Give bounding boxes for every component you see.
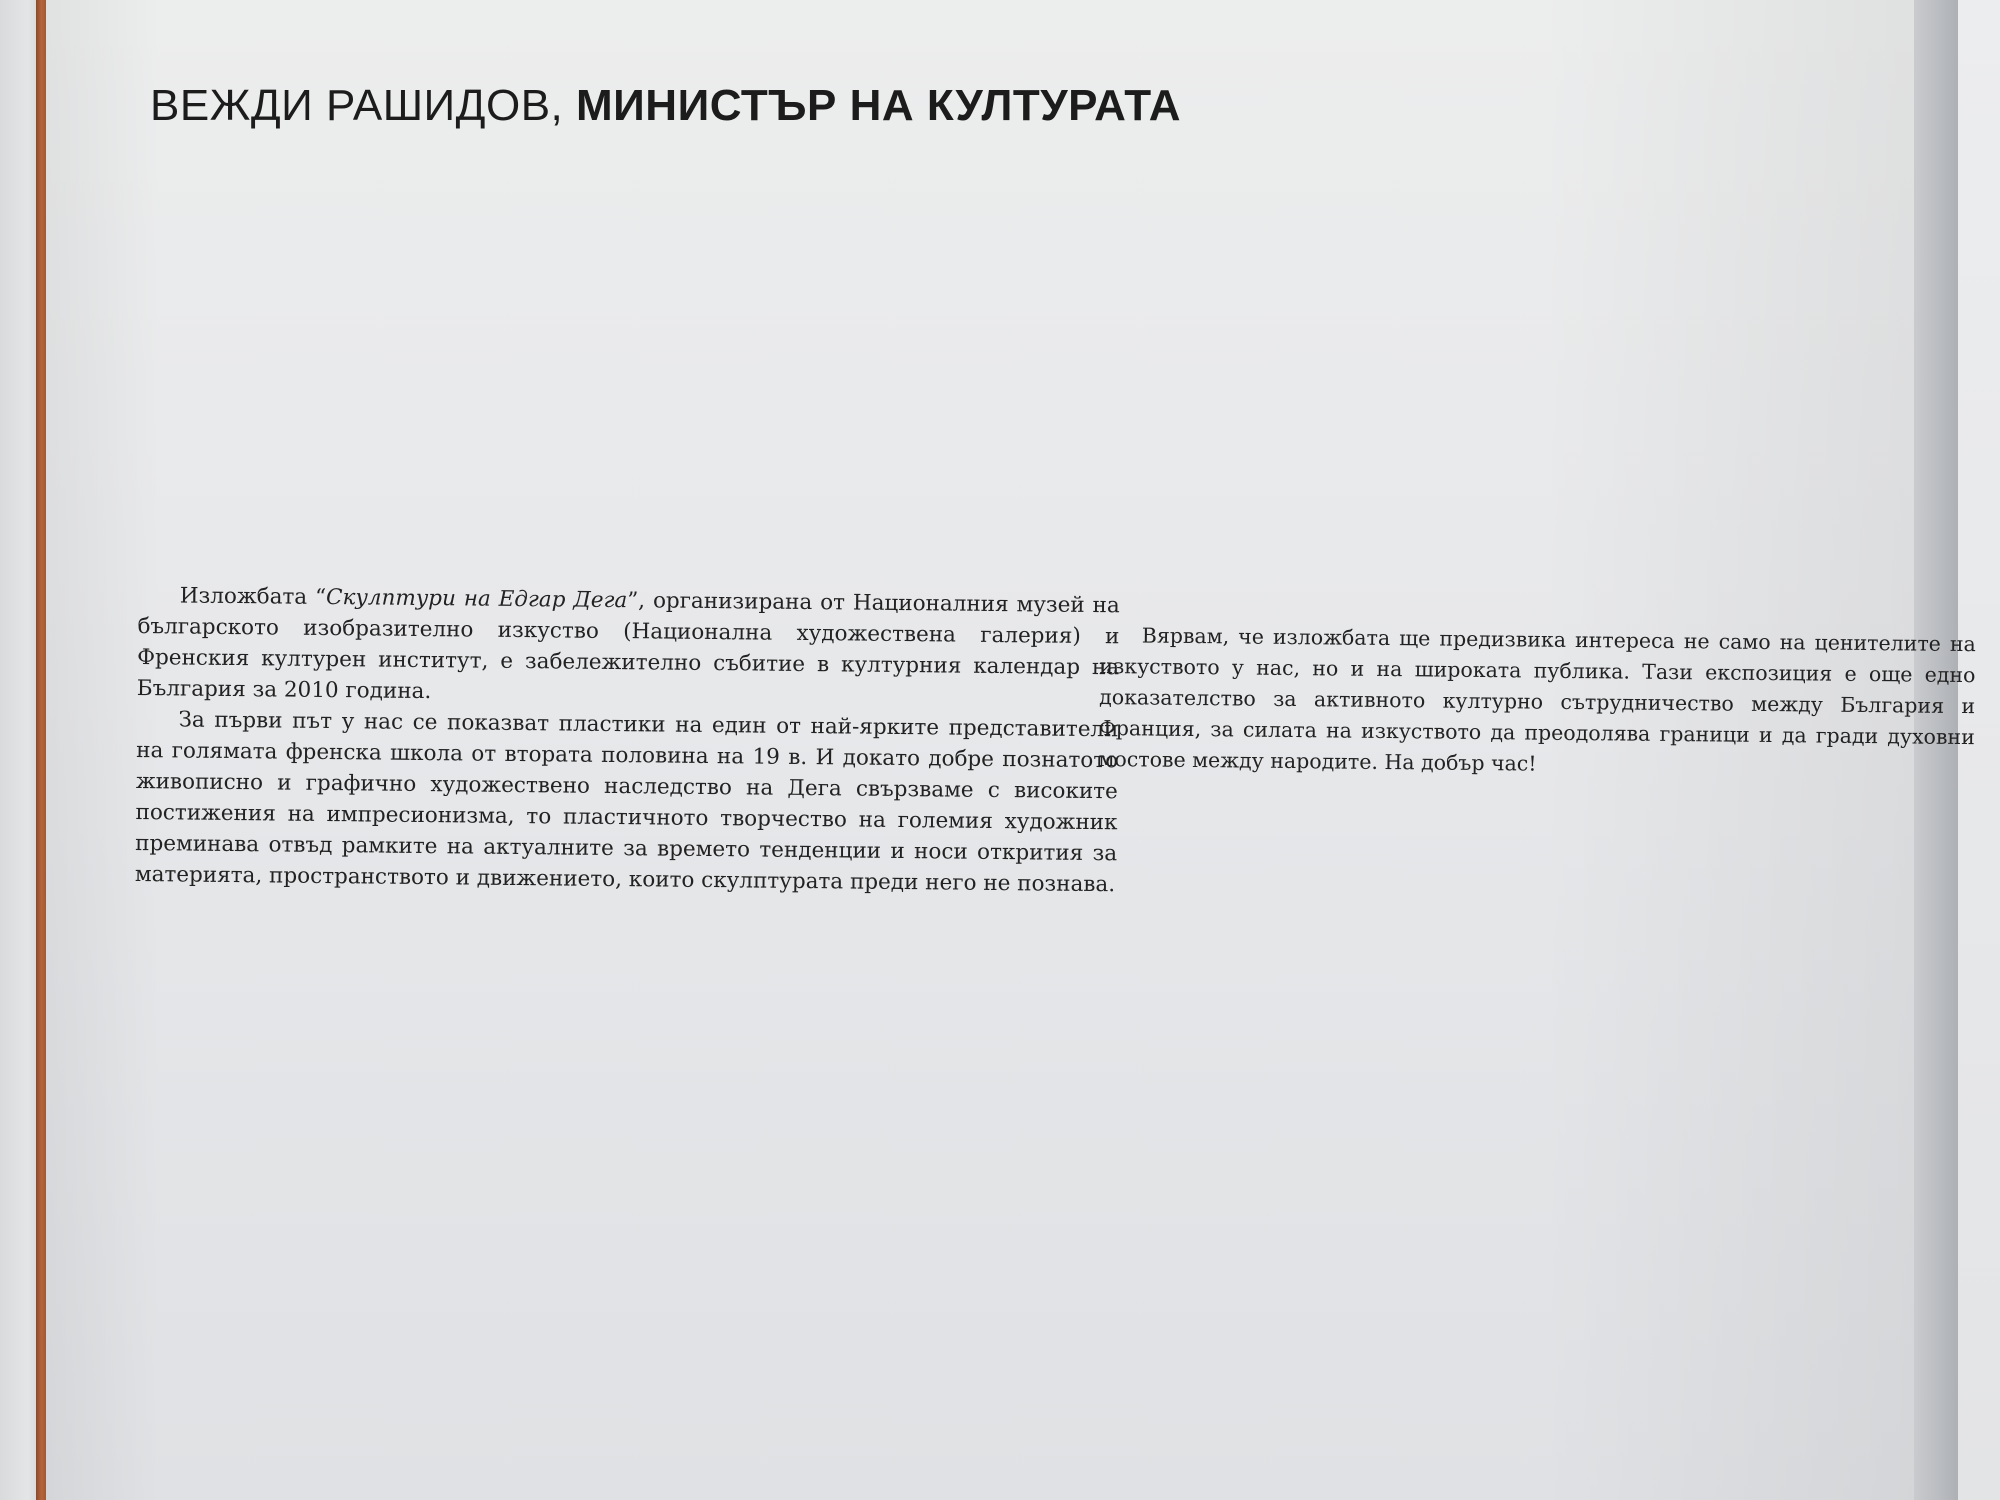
paragraph-degas-sculpture: За първи път у нас се показват пластики на един от най-ярките представители на голямата френска школа от втората половина на 19 в. И докато добре познатото живописно и графично художествено наследство на Дега свързваме с високите постижения на импресионизма, то пластичното творчество на големия художник преминава отвъд рамките на актуалните за времето тенденции и носи открития за материята, пространството и движението, които скулптурата преди него не познава.	[134, 707, 1119, 898]
author-name: ВЕЖДИ РАШИДОВ,	[150, 81, 564, 130]
paragraph-exhibition-intro	[137, 580, 1120, 714]
paragraph-intro-rest: ”, организирана от Националния музей на българското изобразително изкуство (Национална художествена галерия) и Френския културен институт, е забележително събитие в културния календар на България за 2010 година.	[136, 588, 1120, 705]
author-role: МИНИСТЪР НА КУЛТУРАТА	[576, 81, 1182, 130]
paragraph-intro-start: Изложбата “	[179, 583, 327, 610]
page-heading	[150, 76, 1181, 136]
text-column-right	[1098, 620, 1976, 784]
text-column-left	[135, 580, 1120, 900]
book-page	[46, 0, 1976, 1500]
exhibition-title: Скулптури на Едгар Дега	[325, 584, 628, 614]
paragraph-closing: Вярвам, че изложбата ще предизвика интереса не само на ценителите на изкуството у нас, но и на широката публика. Тази експозиция е още едно доказателство за активното културно сътрудничество между България и Франция, за силата на изкуството да преодолява граници и да гради духовни мостове между народите. На добър час!	[1098, 623, 1976, 776]
